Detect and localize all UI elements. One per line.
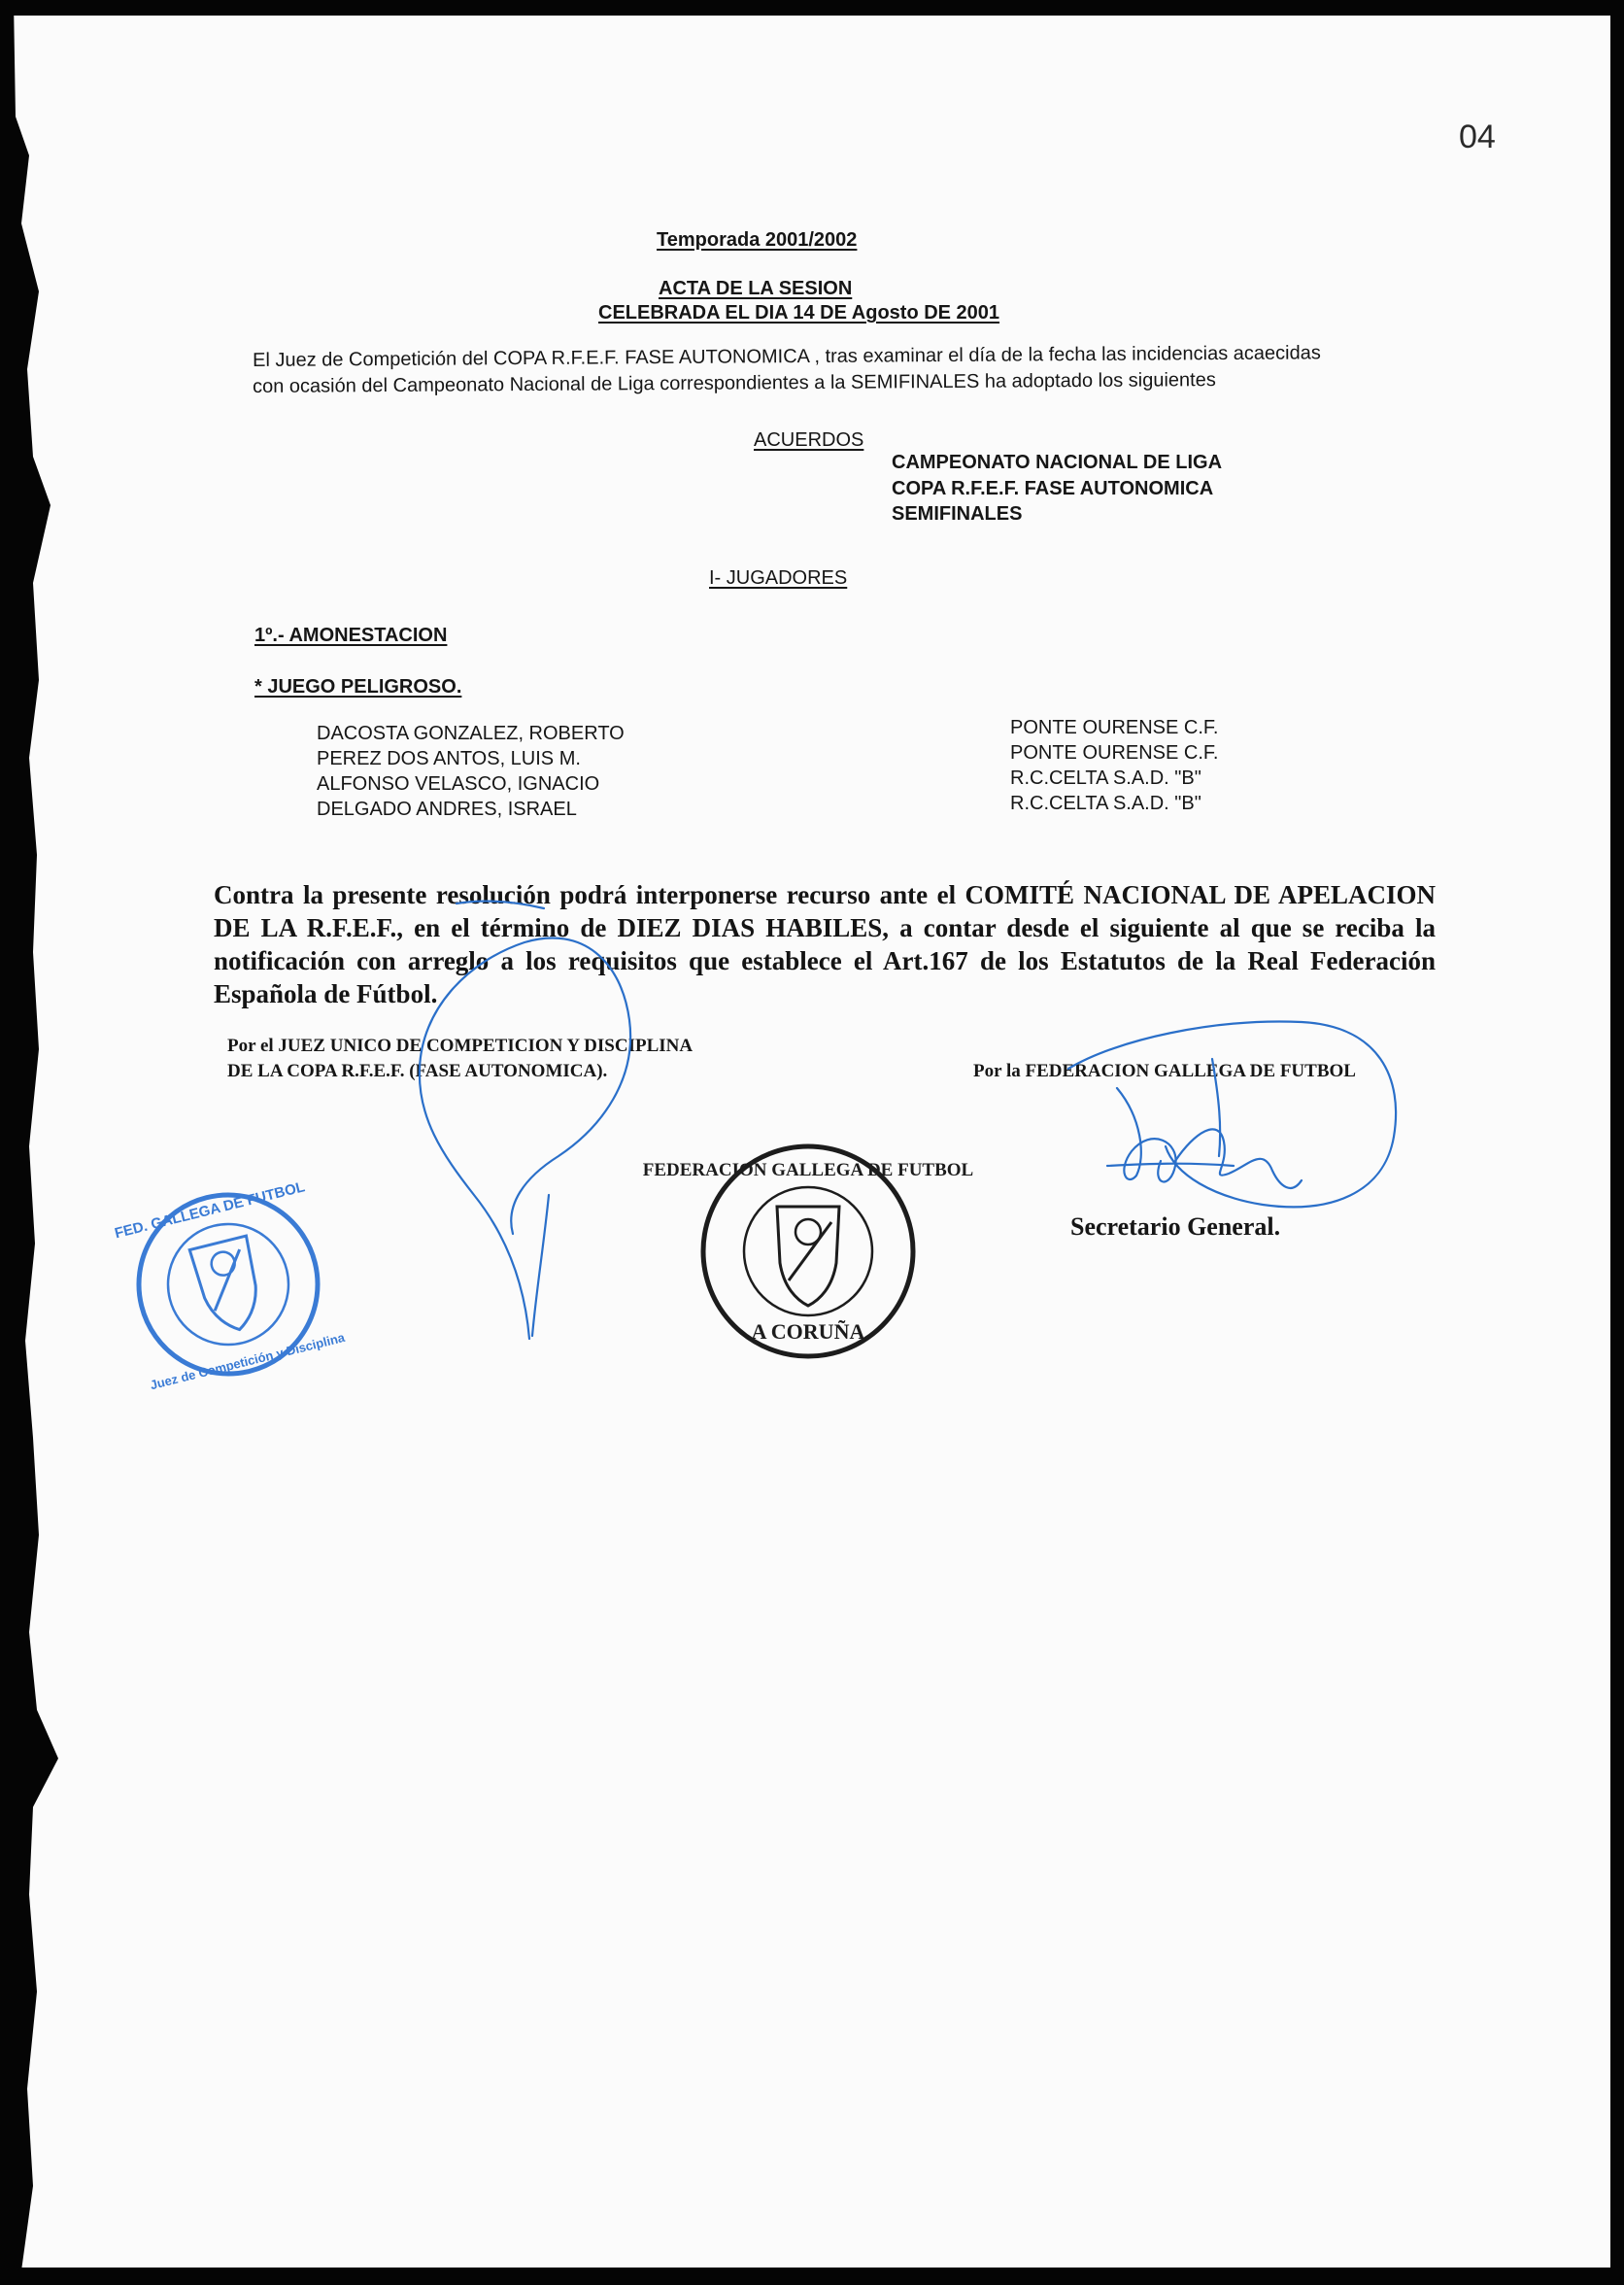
competition-line-1: CAMPEONATO NACIONAL DE LIGA: [892, 452, 1223, 473]
player-name: ALFONSO VELASCO, IGNACIO: [317, 773, 600, 795]
player-name: DELGADO ANDRES, ISRAEL: [317, 799, 577, 820]
intro-line-2: con ocasión del Campeonato Nacional de Liga correspondientes a la SEMIFINALES ha adoptado los siguientes: [253, 369, 1216, 397]
season-title: Temporada 2001/2002: [657, 229, 858, 251]
secretary-title: Secretario General.: [1070, 1212, 1281, 1241]
acta-date: CELEBRADA EL DIA 14 DE Agosto DE 2001: [598, 302, 1000, 324]
appeal-paragraph: Contra la presente resolución podrá interponerse recurso ante el COMITÉ NACIONAL DE APELACION DE LA R.F.E.F., en el término de DIEZ DIAS HABILES, a contar desde el siguiente al que se reciba la notificación con arreglo a los requisitos que establece el Art.167 de los Estatutos de la Real Federación Española de Fútbol.: [214, 880, 1436, 1008]
player-club: PONTE OURENSE C.F.: [1010, 717, 1219, 738]
signature-left-line-2: DE LA COPA R.F.E.F. (FASE AUTONOMICA).: [227, 1061, 608, 1081]
section-title: I- JUGADORES: [709, 567, 848, 589]
competition-line-3: SEMIFINALES: [892, 503, 1023, 525]
scan-border-right: [1610, 0, 1624, 2285]
right-handwritten-signature: [1068, 1022, 1396, 1208]
svg-text:A CORUÑA: A CORUÑA: [751, 1319, 865, 1344]
acuerdos-label: ACUERDOS: [754, 429, 864, 451]
player-name: DACOSTA GONZALEZ, ROBERTO: [317, 723, 625, 744]
player-club: PONTE OURENSE C.F.: [1010, 742, 1219, 764]
competition-line-2: COPA R.F.E.F. FASE AUTONOMICA: [892, 478, 1214, 499]
black-stamp: [643, 1146, 973, 1356]
sanction-title: 1º.- AMONESTACION: [254, 625, 448, 646]
svg-text:FEDERACION GALLEGA DE FUTBOL: FEDERACION GALLEGA DE FUTBOL: [642, 1160, 974, 1180]
player-club: R.C.CELTA S.A.D. "B": [1010, 793, 1201, 814]
torn-left-edge: [0, 0, 78, 2285]
acta-title: ACTA DE LA SESION: [659, 278, 853, 299]
signature-right-line-1: Por la FEDERACION GALLEGA DE FUTBOL: [973, 1061, 1356, 1081]
intro-line-1: El Juez de Competición del COPA R.F.E.F. FASE AUTONOMICA , tras examinar el día de la fecha las incidencias acaecidas: [253, 342, 1321, 371]
signature-left-line-1: Por el JUEZ UNICO DE COMPETICION Y DISCIPLINA: [227, 1036, 694, 1056]
sanction-reason: * JUEGO PELIGROSO.: [254, 676, 462, 698]
svg-text:Juez de Competición y Discipli: Juez de Competición y Disciplina: [149, 1329, 347, 1393]
page-number: 04: [1459, 119, 1496, 155]
player-name: PEREZ DOS ANTOS, LUIS M.: [317, 748, 581, 769]
blue-stamp: [110, 1174, 348, 1396]
svg-text:FED. GALLEGA DE FUTBOL: FED. GALLEGA DE FUTBOL: [113, 1178, 307, 1243]
scan-border-bottom: [0, 2268, 1624, 2285]
player-club: R.C.CELTA S.A.D. "B": [1010, 767, 1201, 789]
scan-border-top: [0, 0, 1624, 16]
